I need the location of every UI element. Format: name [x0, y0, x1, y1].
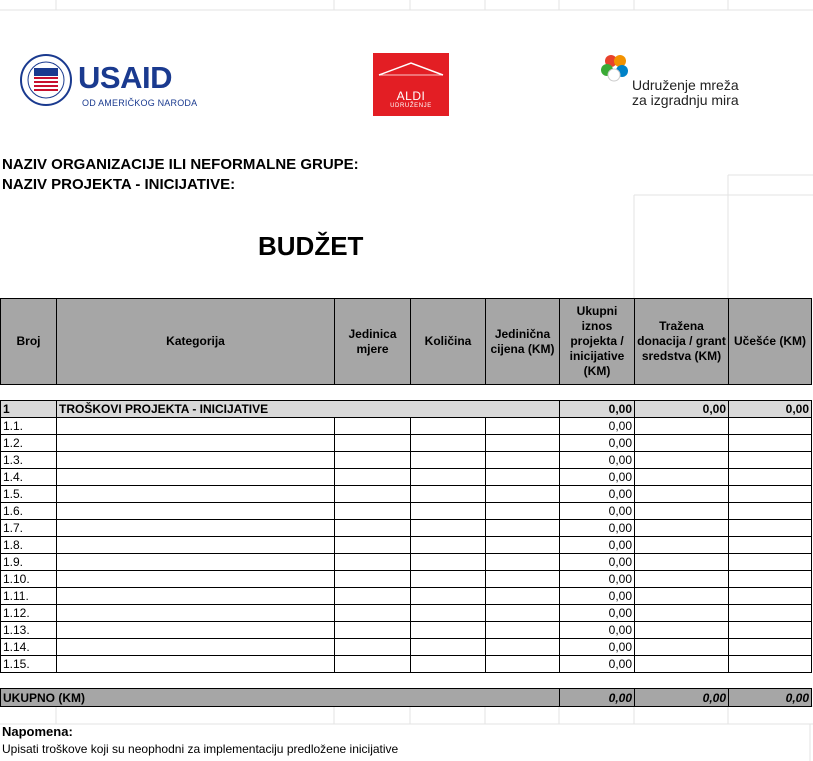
table-row	[1, 588, 812, 605]
row-share-cell[interactable]	[729, 418, 812, 435]
aldi-mark-icon	[373, 53, 449, 87]
row-unit-price-cell[interactable]	[486, 418, 560, 435]
row-category-cell[interactable]	[57, 486, 335, 503]
row-donation-cell[interactable]	[635, 622, 729, 639]
row-unit-cell[interactable]	[335, 588, 411, 605]
network-name	[632, 78, 739, 108]
row-unit-cell[interactable]	[335, 418, 411, 435]
row-total[interactable]: 0,00	[560, 418, 635, 435]
row-number: 1.1.	[1, 418, 57, 435]
table-header-row	[1, 299, 812, 385]
header-broj: Broj	[1, 299, 57, 385]
row-quantity-cell[interactable]	[411, 554, 486, 571]
row-quantity-cell[interactable]	[411, 418, 486, 435]
row-total[interactable]: 0,00	[560, 588, 635, 605]
row-unit-price-cell[interactable]	[486, 656, 560, 673]
header-donacija: Tražena donacija / grant sredstva (KM)	[635, 299, 729, 385]
table-row	[1, 418, 812, 435]
row-donation-cell[interactable]	[635, 486, 729, 503]
row-unit-price-cell[interactable]	[486, 452, 560, 469]
row-quantity-cell[interactable]	[411, 469, 486, 486]
row-number: 1.5.	[1, 486, 57, 503]
table-row	[1, 571, 812, 588]
row-quantity-cell[interactable]	[411, 520, 486, 537]
note-text: Upisati troškove koji su neophodni za implementaciju predložene inicijative	[2, 742, 399, 756]
row-category-cell[interactable]	[57, 503, 335, 520]
table-row	[1, 537, 812, 554]
row-number: 1.2.	[1, 435, 57, 452]
row-unit-price-cell[interactable]	[486, 622, 560, 639]
row-share-cell[interactable]	[729, 486, 812, 503]
row-number: 1.3.	[1, 452, 57, 469]
row-unit-price-cell[interactable]	[486, 520, 560, 537]
row-unit-cell[interactable]	[335, 639, 411, 656]
table-row	[1, 452, 812, 469]
row-total[interactable]: 0,00	[560, 622, 635, 639]
row-category-cell[interactable]	[57, 588, 335, 605]
row-total[interactable]: 0,00	[560, 435, 635, 452]
row-unit-cell[interactable]	[335, 469, 411, 486]
table-row	[1, 639, 812, 656]
usaid-tagline: OD AMERIČKOG NARODA	[82, 98, 198, 108]
row-donation-cell[interactable]	[635, 418, 729, 435]
network-mark-icon	[598, 50, 632, 84]
row-number: 1.12.	[1, 605, 57, 622]
row-unit-price-cell[interactable]	[486, 588, 560, 605]
row-total[interactable]: 0,00	[560, 503, 635, 520]
row-number: 1.4.	[1, 469, 57, 486]
row-unit-cell[interactable]	[335, 537, 411, 554]
row-share-cell[interactable]	[729, 503, 812, 520]
row-unit-price-cell[interactable]	[486, 639, 560, 656]
row-share-cell[interactable]	[729, 571, 812, 588]
row-category-cell[interactable]	[57, 452, 335, 469]
section-share[interactable]: 0,00	[729, 401, 812, 418]
row-quantity-cell[interactable]	[411, 503, 486, 520]
spacer-row	[1, 385, 812, 401]
row-donation-cell[interactable]	[635, 469, 729, 486]
row-unit-cell[interactable]	[335, 435, 411, 452]
row-total[interactable]: 0,00	[560, 571, 635, 588]
header-ukupno: Ukupni iznos projekta / inicijative (KM)	[560, 299, 635, 385]
grand-total-label: UKUPNO (KM)	[1, 689, 560, 707]
table-row	[1, 656, 812, 673]
note-title: Napomena:	[2, 724, 73, 739]
section-label: TROŠKOVI PROJEKTA - INICIJATIVE	[57, 401, 560, 418]
row-share-cell[interactable]	[729, 656, 812, 673]
row-share-cell[interactable]	[729, 588, 812, 605]
row-category-cell[interactable]	[57, 571, 335, 588]
row-total[interactable]: 0,00	[560, 656, 635, 673]
row-category-cell[interactable]	[57, 520, 335, 537]
row-category-cell[interactable]	[57, 469, 335, 486]
header-jedinica: Jedinica mjere	[335, 299, 411, 385]
row-unit-cell[interactable]	[335, 571, 411, 588]
row-unit-price-cell[interactable]	[486, 435, 560, 452]
row-share-cell[interactable]	[729, 554, 812, 571]
row-category-cell[interactable]	[57, 622, 335, 639]
section-row	[1, 401, 812, 418]
row-number: 1.15.	[1, 656, 57, 673]
row-donation-cell[interactable]	[635, 503, 729, 520]
row-share-cell[interactable]	[729, 452, 812, 469]
row-number: 1.11.	[1, 588, 57, 605]
table-row	[1, 622, 812, 639]
row-unit-price-cell[interactable]	[486, 537, 560, 554]
grand-total-amount[interactable]: 0,00	[560, 689, 635, 707]
spacer-row	[1, 673, 812, 689]
grand-total-share[interactable]: 0,00	[729, 689, 812, 707]
row-unit-cell[interactable]	[335, 486, 411, 503]
row-share-cell[interactable]	[729, 605, 812, 622]
aldi-wordmark: ALDI	[396, 89, 426, 103]
row-unit-cell[interactable]	[335, 554, 411, 571]
row-number: 1.7.	[1, 520, 57, 537]
row-quantity-cell[interactable]	[411, 622, 486, 639]
row-unit-price-cell[interactable]	[486, 469, 560, 486]
row-donation-cell[interactable]	[635, 554, 729, 571]
network-name-line2: za izgradnju mira	[632, 92, 739, 108]
row-unit-price-cell[interactable]	[486, 571, 560, 588]
row-quantity-cell[interactable]	[411, 656, 486, 673]
row-unit-price-cell[interactable]	[486, 486, 560, 503]
usaid-seal-icon	[20, 54, 72, 106]
row-total[interactable]: 0,00	[560, 520, 635, 537]
row-category-cell[interactable]	[57, 537, 335, 554]
row-unit-price-cell[interactable]	[486, 554, 560, 571]
section-total[interactable]: 0,00	[560, 401, 635, 418]
row-donation-cell[interactable]	[635, 435, 729, 452]
usaid-logo	[20, 52, 200, 112]
row-donation-cell[interactable]	[635, 605, 729, 622]
network-name-line1: Udruženje mreža	[632, 77, 739, 93]
header-ucesce: Učešće (KM)	[729, 299, 812, 385]
row-unit-cell[interactable]	[335, 503, 411, 520]
table-row	[1, 554, 812, 571]
row-total[interactable]: 0,00	[560, 486, 635, 503]
row-total[interactable]: 0,00	[560, 554, 635, 571]
grand-total-donation[interactable]: 0,00	[635, 689, 729, 707]
row-unit-cell[interactable]	[335, 520, 411, 537]
header-kategorija: Kategorija	[57, 299, 335, 385]
usaid-wordmark: USAID	[78, 60, 172, 95]
row-category-cell[interactable]	[57, 605, 335, 622]
budget-table	[0, 298, 812, 707]
aldi-tagline: UDRUŽENJE	[390, 103, 432, 109]
row-share-cell[interactable]	[729, 622, 812, 639]
project-label: NAZIV PROJEKTA - INICIJATIVE:	[2, 176, 236, 193]
table-row	[1, 469, 812, 486]
logo-bar	[0, 40, 813, 130]
row-number: 1.10.	[1, 571, 57, 588]
row-quantity-cell[interactable]	[411, 639, 486, 656]
row-donation-cell[interactable]	[635, 639, 729, 656]
row-donation-cell[interactable]	[635, 520, 729, 537]
row-number: 1.13.	[1, 622, 57, 639]
row-category-cell[interactable]	[57, 656, 335, 673]
row-total[interactable]: 0,00	[560, 469, 635, 486]
row-total[interactable]: 0,00	[560, 605, 635, 622]
row-unit-price-cell[interactable]	[486, 605, 560, 622]
table-row	[1, 503, 812, 520]
project-meta	[2, 155, 359, 195]
header-kolicina: Količina	[411, 299, 486, 385]
row-category-cell[interactable]	[57, 554, 335, 571]
header-cijena: Jedinična cijena (KM)	[486, 299, 560, 385]
row-quantity-cell[interactable]	[411, 571, 486, 588]
row-quantity-cell[interactable]	[411, 452, 486, 469]
row-donation-cell[interactable]	[635, 452, 729, 469]
row-donation-cell[interactable]	[635, 537, 729, 554]
table-row	[1, 605, 812, 622]
row-category-cell[interactable]	[57, 639, 335, 656]
section-number: 1	[1, 401, 57, 418]
page-title: BUDŽET	[258, 231, 364, 261]
row-quantity-cell[interactable]	[411, 435, 486, 452]
aldi-logo	[373, 53, 449, 116]
row-total[interactable]: 0,00	[560, 639, 635, 656]
row-share-cell[interactable]	[729, 520, 812, 537]
row-quantity-cell[interactable]	[411, 537, 486, 554]
row-share-cell[interactable]	[729, 639, 812, 656]
row-category-cell[interactable]	[57, 435, 335, 452]
row-donation-cell[interactable]	[635, 588, 729, 605]
row-quantity-cell[interactable]	[411, 605, 486, 622]
table-row	[1, 486, 812, 503]
peacebuilding-network-logo	[598, 50, 798, 120]
organization-label: NAZIV ORGANIZACIJE ILI NEFORMALNE GRUPE:	[2, 156, 359, 173]
row-quantity-cell[interactable]	[411, 588, 486, 605]
row-donation-cell[interactable]	[635, 656, 729, 673]
grand-total-row	[1, 689, 812, 707]
row-unit-cell[interactable]	[335, 452, 411, 469]
row-share-cell[interactable]	[729, 537, 812, 554]
row-unit-cell[interactable]	[335, 605, 411, 622]
section-donation[interactable]: 0,00	[635, 401, 729, 418]
row-number: 1.9.	[1, 554, 57, 571]
row-unit-cell[interactable]	[335, 622, 411, 639]
row-share-cell[interactable]	[729, 469, 812, 486]
row-total[interactable]: 0,00	[560, 537, 635, 554]
row-category-cell[interactable]	[57, 418, 335, 435]
row-unit-cell[interactable]	[335, 656, 411, 673]
row-number: 1.14.	[1, 639, 57, 656]
table-row	[1, 435, 812, 452]
row-quantity-cell[interactable]	[411, 486, 486, 503]
row-unit-price-cell[interactable]	[486, 503, 560, 520]
row-share-cell[interactable]	[729, 435, 812, 452]
row-number: 1.6.	[1, 503, 57, 520]
row-number: 1.8.	[1, 537, 57, 554]
row-donation-cell[interactable]	[635, 571, 729, 588]
row-total[interactable]: 0,00	[560, 452, 635, 469]
table-row	[1, 520, 812, 537]
